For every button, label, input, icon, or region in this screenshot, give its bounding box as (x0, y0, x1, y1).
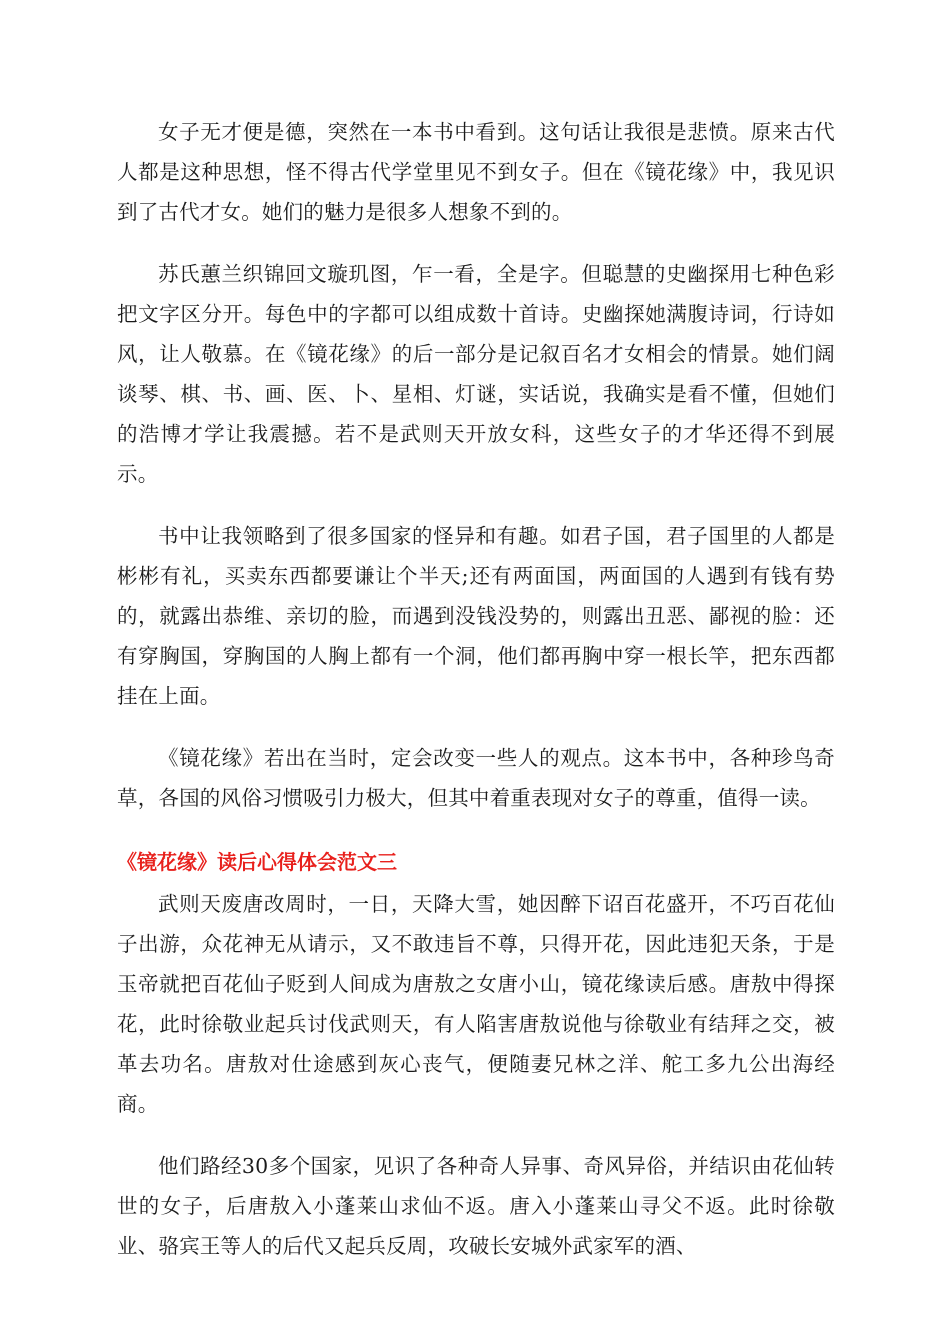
paragraph: 《镜花缘》若出在当时，定会改变一些人的观点。这本书中，各种珍鸟奇草，各国的风俗习惯吸引力极大，但其中着重表现对女子的尊重，值得一读。 (117, 746, 835, 810)
paragraph: 苏氏蕙兰织锦回文璇玑图，乍一看，全是字。但聪慧的史幽探用七种色彩把文字区分开。每色中的字都可以组成数十首诗。史幽探她满腹诗词，行诗如风，让人敬慕。在《镜花缘》的后一部分是记叙百名才女相会的情景。她们阔谈琴、棋、书、画、医、卜、星相、灯谜，实话说，我确实是看不懂，但她们的浩博才学让我震撼。若不是武则天开放女科，这些女子的才华还得不到展示。 (117, 262, 835, 486)
paragraph: 武则天废唐改周时，一日，天降大雪，她因醉下诏百花盛开，不巧百花仙子出游，众花神无从请示，又不敢违旨不尊，只得开花，因此违犯天条，于是玉帝就把百花仙子贬到人间成为唐敖之女唐小山，镜花缘读后感。唐敖中得探花，此时徐敬业起兵讨伐武则天，有人陷害唐敖说他与徐敬业有结拜之交，被革去功名。唐敖对仕途感到灰心丧气，便随妻兄林之洋、舵工多九公出海经商。 (117, 892, 835, 1116)
paragraph: 女子无才便是德，突然在一本书中看到。这句话让我很是悲愤。原来古代人都是这种思想，怪不得古代学堂里见不到女子。但在《镜花缘》中，我见识到了古代才女。她们的魅力是很多人想象不到的。 (117, 120, 835, 224)
section-heading: 《镜花缘》读后心得体会范文三 (117, 850, 397, 874)
paragraph: 书中让我领略到了很多国家的怪异和有趣。如君子国，君子国里的人都是彬彬有礼，买卖东西都要谦让个半天;还有两面国，两面国的人遇到有钱有势的，就露出恭维、亲切的脸，而遇到没钱没势的，则露出丑恶、鄙视的脸：还有穿胸国，穿胸国的人胸上都有一个洞，他们都再胸中穿一根长竿，把东西都挂在上面。 (117, 524, 835, 708)
document-page (117, 112, 835, 1288)
paragraph: 他们路经30多个国家，见识了各种奇人异事、奇风异俗，并结识由花仙转世的女子，后唐敖入小蓬莱山求仙不返。唐入小蓬莱山寻父不返。此时徐敬业、骆宾王等人的后代又起兵反周，攻破长安城外武家军的酒、 (117, 1154, 835, 1258)
